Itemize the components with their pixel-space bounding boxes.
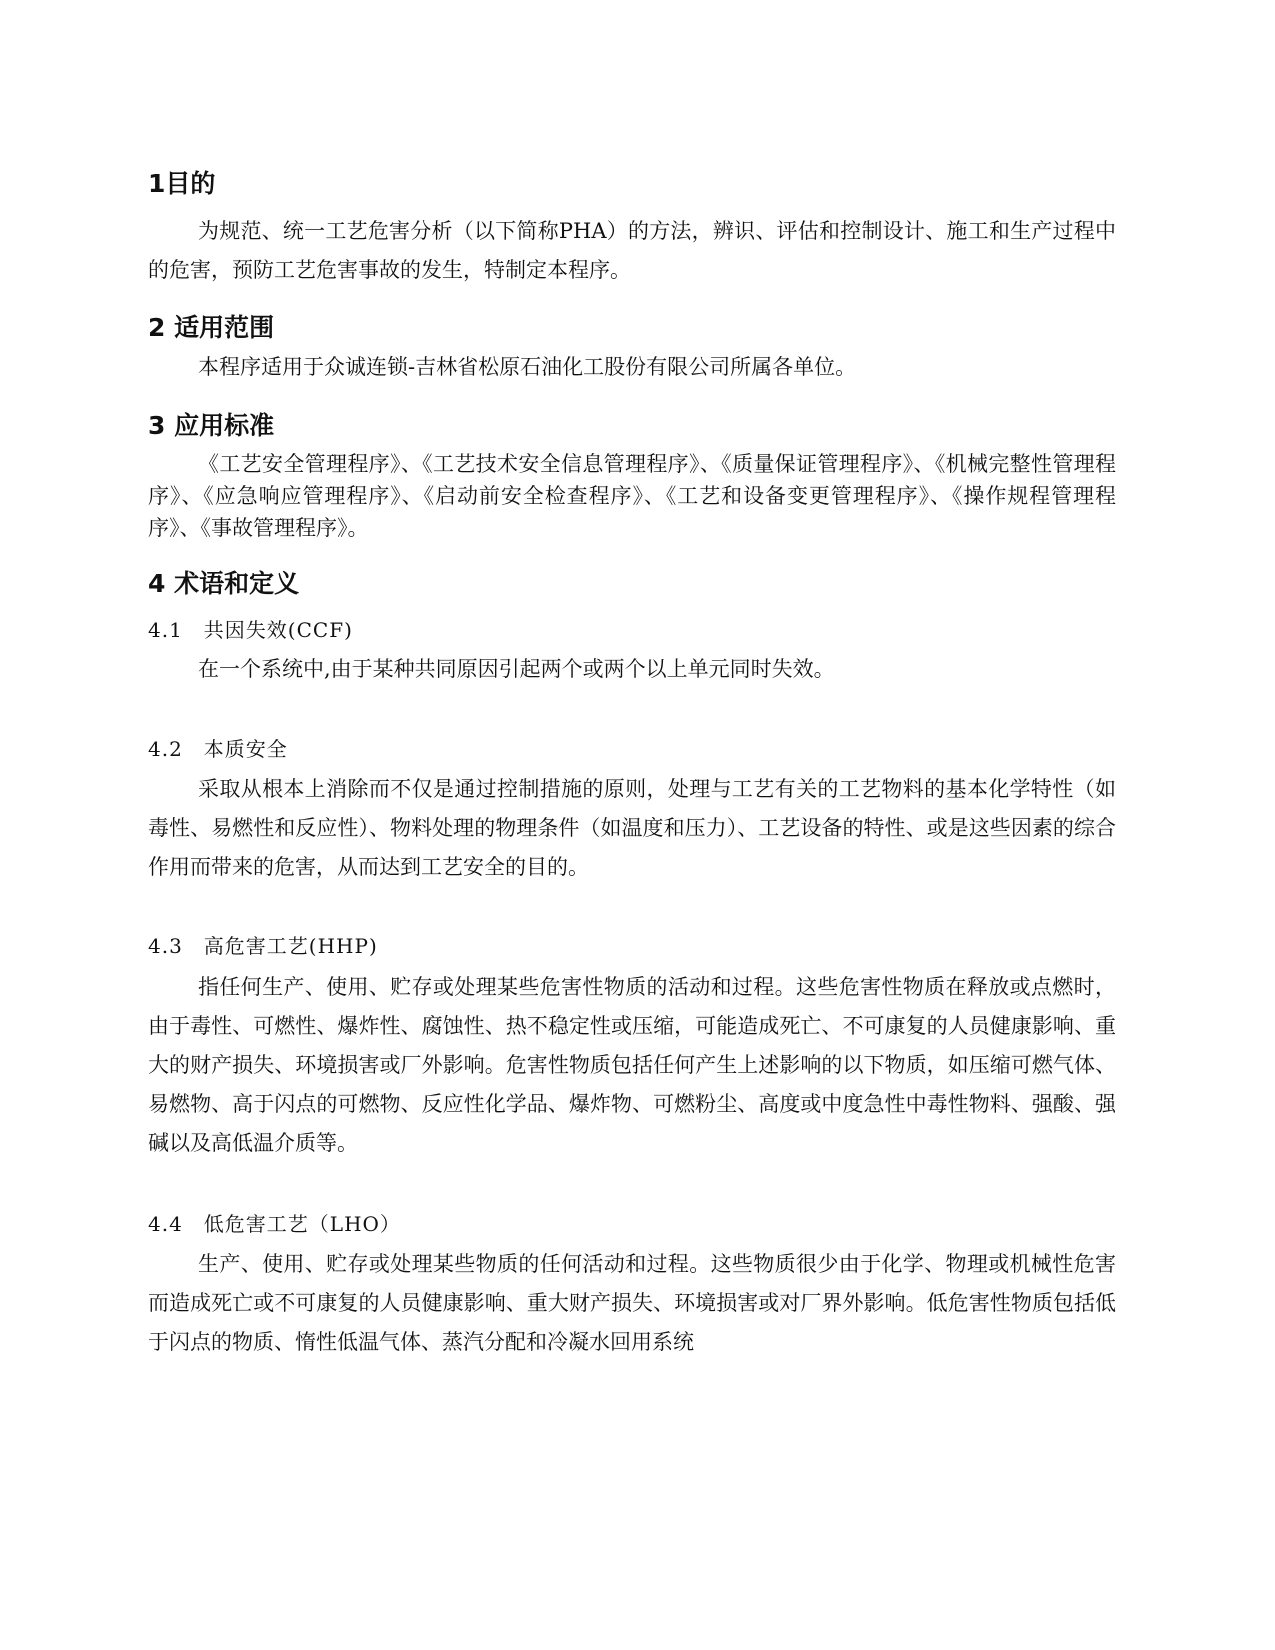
definition-term-hhp: 4.3 高危害工艺(HHP): [148, 934, 378, 958]
section-heading-standards: 3 应用标准: [148, 411, 275, 440]
definition-text-hhp: 指任何生产、使用、贮存或处理某些危害性物质的活动和过程。这些危害性物质在释放或点燃时，由于毒性、可燃性、爆炸性、腐蚀性、热不稳定性或压缩，可能造成死亡、不可康复的人员健康影响、重大的财产损失、环境损害或厂外影响。危害性物质包括任何产生上述影响的以下物质，如压缩可燃气体、易燃物、高于闪点的可燃物、反应性化学品、爆炸物、可燃粉尘、高度或中度急性中毒性物料、强酸、强碱以及高低温介质等。: [148, 975, 1116, 1155]
section-heading-scope: 2 适用范围: [148, 313, 275, 342]
definition-term-ccf: 4.1 共因失效(CCF): [148, 618, 353, 642]
definition-text-inherent-safety: 采取从根本上消除而不仅是通过控制措施的原则，处理与工艺有关的工艺物料的基本化学特性（如毒性、易燃性和反应性）、物料处理的物理条件（如温度和压力）、工艺设备的特性、或是这些因素的综合作用而带来的危害，从而达到工艺安全的目的。: [148, 777, 1116, 879]
section-paragraph-scope: 本程序适用于众诚连锁-吉林省松原石油化工股份有限公司所属各单位。: [198, 355, 857, 379]
section-paragraph-standards: 《工艺安全管理程序》、《工艺技术安全信息管理程序》、《质量保证管理程序》、《机械完整性管理程序》、《应急响应管理程序》、《启动前安全检查程序》、《工艺和设备变更管理程序》、《操作规程管理程序》、《事故管理程序》。: [148, 452, 1116, 540]
section-heading-purpose: 1目的: [148, 169, 216, 198]
section-paragraph-purpose: 为规范、统一工艺危害分析（以下简称PHA）的方法，辨识、评估和控制设计、施工和生产过程中的危害，预防工艺危害事故的发生，特制定本程序。: [148, 219, 1116, 282]
definition-text-lho: 生产、使用、贮存或处理某些物质的任何活动和过程。这些物质很少由于化学、物理或机械性危害而造成死亡或不可康复的人员健康影响、重大财产损失、环境损害或对厂界外影响。低危害性物质包括低于闪点的物质、惰性低温气体、蒸汽分配和冷凝水回用系统: [148, 1252, 1116, 1354]
definition-term-lho: 4.4 低危害工艺（LHO）: [148, 1212, 401, 1236]
definition-text-ccf: 在一个系统中,由于某种共同原因引起两个或两个以上单元同时失效。: [198, 657, 835, 681]
definition-term-inherent-safety: 4.2 本质安全: [148, 737, 288, 761]
section-heading-terms: 4 术语和定义: [148, 569, 300, 598]
